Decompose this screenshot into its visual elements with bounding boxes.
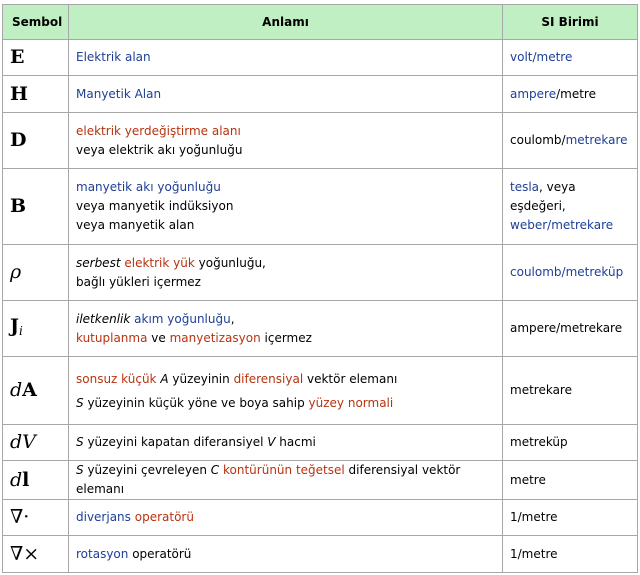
symbol-cell bbox=[3, 425, 69, 461]
symbol-cell bbox=[3, 76, 69, 113]
link-yuzey-normali[interactable]: yüzey normali bbox=[308, 395, 394, 410]
meaning-cell bbox=[69, 169, 503, 245]
meaning-text: içermez bbox=[260, 330, 312, 345]
link-elektrik-alan[interactable]: Elektrik alan bbox=[76, 50, 151, 64]
symbol-cell bbox=[3, 113, 69, 169]
meaning-cell bbox=[69, 500, 503, 536]
symbol: V bbox=[22, 431, 36, 453]
symbol: l bbox=[22, 468, 30, 491]
meaning-text: A bbox=[160, 371, 169, 386]
link-rotasyon[interactable]: rotasyon bbox=[76, 546, 129, 561]
meaning-text: yüzeyini kapatan diferansiyel bbox=[83, 435, 268, 449]
symbol: E bbox=[10, 46, 25, 68]
meaning-cell bbox=[69, 357, 503, 425]
link-akim-yogunlugu[interactable]: akım yoğunluğu bbox=[134, 311, 231, 326]
unit-text: metre bbox=[510, 472, 546, 487]
link-metre[interactable]: metre bbox=[536, 50, 573, 64]
link-konturunun[interactable]: kontürünün bbox=[223, 463, 293, 477]
symbol-cell bbox=[3, 461, 69, 500]
symbol: ∇· bbox=[10, 506, 30, 528]
header-row bbox=[3, 5, 638, 40]
table-row bbox=[3, 40, 638, 76]
meaning-text: veya elektrik akı yoğunluğu bbox=[76, 142, 243, 157]
table-row bbox=[3, 461, 638, 500]
table-row bbox=[3, 245, 638, 301]
table-row bbox=[3, 536, 638, 573]
meaning-text: , bbox=[230, 311, 235, 326]
link-kutuplanma[interactable]: kutuplanma bbox=[76, 330, 148, 345]
unit-cell bbox=[503, 245, 638, 301]
symbol: ∇× bbox=[10, 542, 40, 565]
unit-sep: / bbox=[547, 218, 552, 232]
meaning-text: yüzeyinin bbox=[168, 371, 234, 386]
link-volt[interactable]: volt bbox=[510, 50, 533, 64]
link-tegetsel[interactable]: teğetsel bbox=[295, 463, 345, 477]
unit-text: /metre bbox=[556, 86, 596, 101]
symbol-cell bbox=[3, 536, 69, 573]
link-manyetik-aki[interactable]: manyetik akı yoğunluğu bbox=[76, 180, 221, 194]
unit-cell bbox=[503, 425, 638, 461]
unit-cell bbox=[503, 76, 638, 113]
unit-sep: / bbox=[561, 265, 566, 279]
symbol-cell bbox=[3, 357, 69, 425]
symbol: B bbox=[10, 195, 27, 217]
link-ampere[interactable]: ampere bbox=[510, 86, 557, 101]
meaning-text: serbest bbox=[76, 255, 121, 270]
link-elektrik-yerdegistirme[interactable]: elektrik yerdeğiştirme alanı bbox=[76, 123, 241, 138]
unit-text: 1/metre bbox=[510, 510, 558, 524]
table-row bbox=[3, 169, 638, 245]
meaning-cell bbox=[69, 536, 503, 573]
link-diverjans[interactable]: diverjans bbox=[76, 510, 131, 524]
symbol-prefix: d bbox=[10, 431, 23, 453]
meaning-cell bbox=[69, 461, 503, 500]
link-tesla[interactable]: tesla bbox=[510, 180, 540, 194]
link-metrekup[interactable]: metreküp bbox=[565, 265, 624, 279]
unit-text: , veya eşdeğeri, bbox=[510, 180, 576, 213]
meaning-text: S bbox=[76, 435, 84, 449]
symbol-cell bbox=[3, 245, 69, 301]
meaning-text: C bbox=[210, 463, 220, 477]
meaning-cell bbox=[69, 245, 503, 301]
meaning-text: yüzeyini çevreleyen bbox=[83, 463, 211, 477]
header-unit: SI Birimi bbox=[503, 5, 638, 40]
link-manyetik-alan[interactable]: Manyetik Alan bbox=[76, 86, 162, 101]
meaning-text: operatörü bbox=[128, 546, 192, 561]
meaning-text: yoğunluğu, bbox=[194, 255, 266, 270]
meaning-cell bbox=[69, 425, 503, 461]
unit-cell bbox=[503, 169, 638, 245]
unit-sep: / bbox=[532, 50, 537, 64]
meaning-text: hacmi bbox=[275, 435, 316, 449]
symbol: ρ bbox=[10, 261, 22, 283]
unit-cell bbox=[503, 357, 638, 425]
link-metrekare[interactable]: metrekare bbox=[565, 133, 628, 147]
link-operatoru[interactable]: operatörü bbox=[134, 510, 194, 524]
meaning-text: S bbox=[76, 463, 84, 477]
meaning-cell bbox=[69, 40, 503, 76]
meaning-cell bbox=[69, 76, 503, 113]
meaning-cell bbox=[69, 301, 503, 357]
link-elektrik-yuk[interactable]: elektrik yük bbox=[124, 255, 195, 270]
meaning-text: V bbox=[267, 435, 276, 449]
meaning-text: diferensiyal vektör elemanı bbox=[76, 463, 461, 496]
unit-text: ampere/metrekare bbox=[510, 321, 623, 335]
meaning-text: iletkenlik bbox=[76, 311, 131, 326]
symbols-table bbox=[2, 4, 638, 573]
symbol: J bbox=[10, 314, 19, 337]
symbol-cell bbox=[3, 500, 69, 536]
unit-text: 1/metre bbox=[510, 546, 558, 561]
unit-text: metrekare bbox=[510, 383, 572, 397]
unit-cell bbox=[503, 40, 638, 76]
link-sonsuz-kucuk[interactable]: sonsuz küçük bbox=[76, 371, 157, 386]
symbol-cell bbox=[3, 301, 69, 357]
symbol-prefix: d bbox=[10, 468, 23, 491]
link-weber[interactable]: weber bbox=[510, 218, 548, 232]
unit-cell bbox=[503, 461, 638, 500]
symbol-cell bbox=[3, 40, 69, 76]
symbol: A bbox=[22, 379, 37, 401]
symbol-cell bbox=[3, 169, 69, 245]
unit-text: coulomb/ bbox=[510, 133, 566, 147]
symbol-subscript: i bbox=[19, 323, 23, 338]
meaning-text: vektör elemanı bbox=[303, 371, 398, 386]
unit-text: metreküp bbox=[510, 435, 568, 449]
link-manyetizasyon[interactable]: manyetizasyon bbox=[169, 330, 261, 345]
link-metrekare[interactable]: metrekare bbox=[551, 218, 614, 232]
unit-cell bbox=[503, 113, 638, 169]
table-row bbox=[3, 113, 638, 169]
symbol: D bbox=[10, 129, 27, 151]
table-row bbox=[3, 76, 638, 113]
meaning-text: veya manyetik indüksiyon bbox=[76, 199, 234, 213]
table-row bbox=[3, 500, 638, 536]
unit-cell bbox=[503, 500, 638, 536]
table-row bbox=[3, 357, 638, 425]
meaning-text: S bbox=[76, 395, 84, 410]
meaning-text: ve bbox=[147, 330, 170, 345]
meaning-text: bağlı yükleri içermez bbox=[76, 274, 201, 289]
meaning-cell bbox=[69, 113, 503, 169]
meaning-text: yüzeyinin küçük yöne ve boya sahip bbox=[83, 395, 309, 410]
table-row bbox=[3, 425, 638, 461]
header-meaning: Anlamı bbox=[69, 5, 503, 40]
link-diferensiyal[interactable]: diferensiyal bbox=[233, 371, 304, 386]
symbol-prefix: d bbox=[10, 379, 23, 401]
table-row bbox=[3, 301, 638, 357]
symbol: H bbox=[10, 82, 28, 105]
unit-cell bbox=[503, 536, 638, 573]
unit-cell bbox=[503, 301, 638, 357]
link-coulomb[interactable]: coulomb bbox=[510, 265, 562, 279]
header-symbol: Sembol bbox=[3, 5, 69, 40]
meaning-text: veya manyetik alan bbox=[76, 218, 195, 232]
